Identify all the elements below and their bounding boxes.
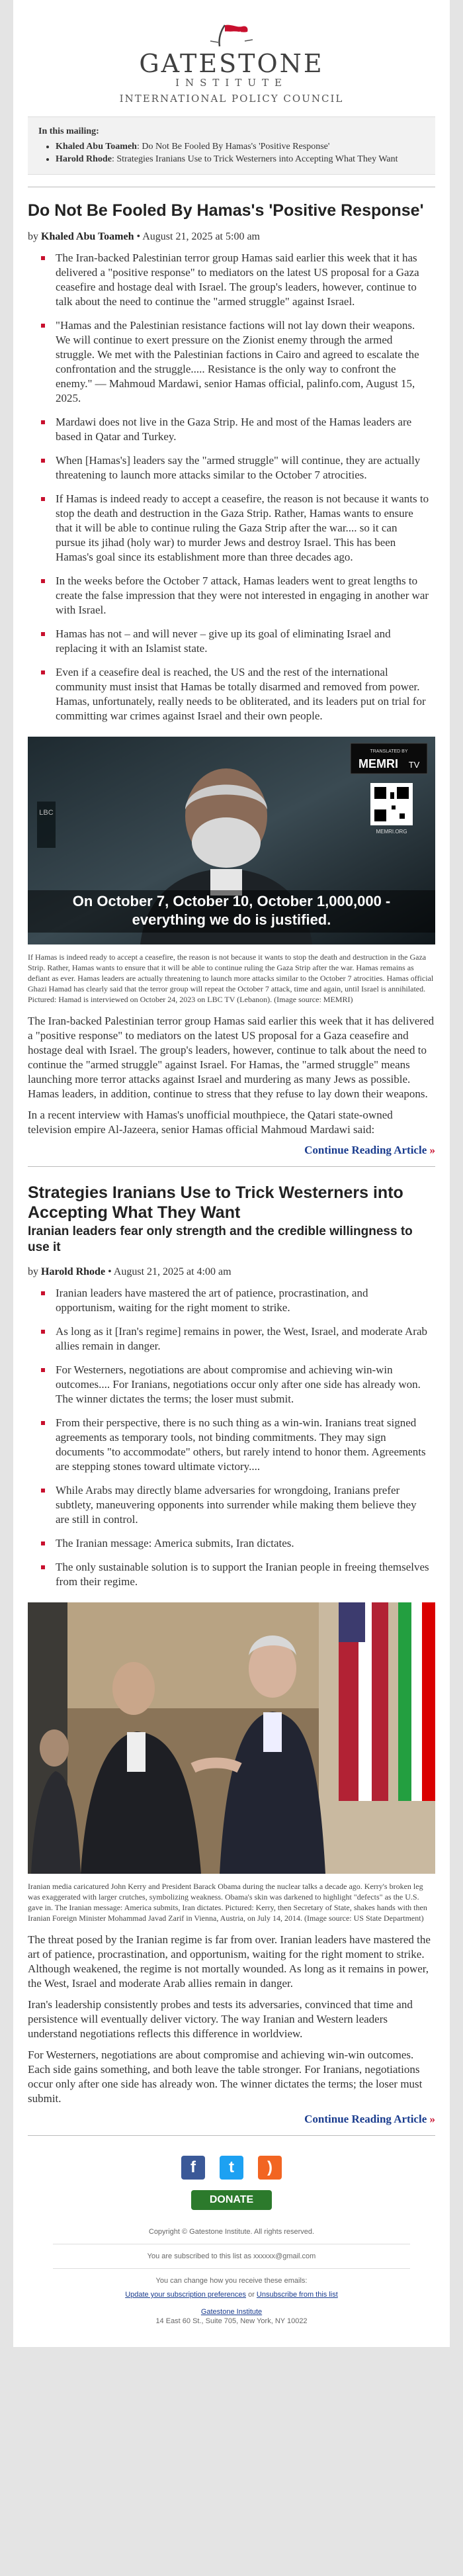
bullet-icon (41, 579, 45, 583)
key-point (38, 1536, 430, 1551)
bullet-icon (41, 670, 45, 674)
continue-reading-link[interactable] (28, 2113, 435, 2126)
subscription-note: You are subscribed to this list as xxxxxx@gmail.com (147, 2252, 316, 2260)
key-point (38, 251, 430, 309)
article-hamas (13, 187, 450, 1167)
article-paragraph: In a recent interview with Hamas's unofficial mouthpiece, the Qatari state-owned television empire Al-Jazeera, senior Hamas official Mahmoud Mardawi said: (28, 1109, 393, 1136)
key-point-text: Iranian leaders have mastered the art of patience, procrastination, and opportunism, waiting for the right moment to strike. (56, 1287, 368, 1314)
bullet-icon (41, 632, 45, 636)
key-point (38, 1483, 430, 1527)
bullet-icon (41, 1368, 45, 1372)
org-address: 14 East 60 St., Suite 705, New York, NY 10022 (155, 2317, 308, 2325)
divider (53, 2268, 410, 2269)
rss-icon[interactable]: ) (258, 2156, 282, 2180)
byline-author[interactable]: Khaled Abu Toameh (41, 231, 134, 242)
logo-institute: INSTITUTE (175, 77, 288, 89)
key-point-text: As long as it [Iran's regime] remains in power, the West, Israel, and moderate Arab allies remain in danger. (56, 1325, 427, 1352)
badge-top: TRANSLATED BY (370, 749, 408, 754)
key-point (38, 1560, 430, 1589)
divider (28, 2135, 435, 2136)
key-point-text: In the weeks before the October 7 attack, Hamas leaders went to great lengths to create the false impression that they were not interested in engaging in another war with Israel. (56, 575, 429, 616)
facebook-icon[interactable]: f (181, 2156, 205, 2180)
gatestone-logo[interactable] (13, 0, 450, 116)
key-point (38, 627, 430, 656)
unsubscribe-link[interactable]: Unsubscribe from this list (256, 2291, 338, 2299)
article-subtitle: Iranian leaders fear only strength and the credible willingness to use it (28, 1224, 413, 1254)
key-point-text: Mardawi does not live in the Gaza Strip. He and most of the Hamas leaders are based in Qatar and Turkey. (56, 416, 412, 443)
org-name-link[interactable]: Gatestone Institute (200, 2308, 263, 2316)
badge-tv: TV (408, 760, 420, 770)
continue-reading-label: Continue Reading Article (304, 1144, 427, 1156)
bullet-icon (41, 256, 45, 260)
image-caption: If Hamas is indeed ready to accept a ceasefire, the reason is not because it wants to stop the death and destruction in the Gaza Strip. Rather, Hamas wants to ensure that it will be able to continue ruling the Gaza Strip after the war. Hamas remains as defiant as ever. Hamas leaders are actually threatening to launch more attacks similar to the October 7 atrocities. Hamas official Ghazi Hamad has clearly said that the terror group will repeat the October 7 attack, time and again, until Israel is annihilated. Pictured: Hamad is interviewed on October 24, 2023 on LBC TV (Lebanon). (Image source: MEMRI) (28, 952, 434, 1004)
chevron-right-icon: » (429, 2113, 435, 2125)
donate-button[interactable]: DONATE (191, 2190, 272, 2210)
subscription-links (26, 2291, 437, 2299)
copyright: Copyright © Gatestone Institute. All rights reserved. (148, 2228, 315, 2236)
email-container (13, 0, 450, 2347)
article-image[interactable] (28, 737, 435, 948)
key-points-list (38, 1286, 430, 1589)
article-paragraph: Iran's leadership consistently probes and tests its adversaries, convinced that time and persistence will eventually deliver victory. The way Iranian and Western leaders understand negotiations reflects this difference in worldview. (28, 1998, 413, 2040)
bullet-icon (41, 420, 45, 424)
bullet-icon (41, 324, 45, 328)
key-point-text: Hamas has not – and will never – give up its goal of eliminating Israel and replacing it with an Islamist state. (56, 627, 391, 655)
bullet-icon (41, 1330, 45, 1334)
key-point-text: When [Hamas's] leaders say the "armed struggle" will continue, they are actually threatening to launch more attacks similar to the October 7 atrocities. (56, 454, 421, 481)
article-title[interactable]: Strategies Iranians Use to Trick Westerners into Accepting What They Want (28, 1183, 403, 1222)
key-point (38, 1286, 430, 1315)
divider (28, 1166, 435, 1167)
key-points-list (38, 251, 430, 723)
mailing-item-author: Khaled Abu Toameh (56, 142, 137, 152)
key-point-text: The only sustainable solution is to support the Iranian people in freeing themselves from their regime. (56, 1561, 429, 1588)
bullet-icon (41, 1489, 45, 1493)
social-links (13, 2139, 450, 2186)
logo-name: GATESTONE (139, 49, 324, 78)
byline-date: • August 21, 2025 at 4:00 am (108, 1266, 232, 1277)
key-point (38, 1416, 430, 1474)
or-text: or (246, 2291, 257, 2299)
chevron-right-icon: » (429, 1144, 435, 1156)
bullet-icon (41, 1291, 45, 1295)
mailing-item[interactable] (56, 141, 425, 152)
key-point-text: The Iran-backed Palestinian terror group Hamas said earlier this week that it has delivered a "positive response" to mediators on the latest US proposal for a Gaza ceasefire and hostage deal with Israel. The group's leaders, however, continue to talk about the need to continue the "armed struggle" against Israel. (56, 252, 419, 308)
article-iran (13, 1170, 450, 2136)
key-point (38, 492, 430, 565)
change-note: You can change how you receive these emails: (155, 2277, 308, 2285)
org-name-row (26, 2308, 437, 2316)
byline (28, 231, 435, 243)
badge-main: MEMRI (358, 757, 398, 770)
mailing-item[interactable] (56, 154, 425, 165)
mailing-item-title: : Do Not Be Fooled By Hamas's 'Positive Response' (136, 142, 330, 152)
continue-reading-link[interactable] (28, 1144, 435, 1157)
update-preferences-link[interactable]: Update your subscription preferences (125, 2291, 247, 2299)
article-title[interactable]: Do Not Be Fooled By Hamas's 'Positive Response' (28, 201, 424, 220)
qr-label: MEMRI.ORG (376, 829, 407, 835)
mailing-summary (28, 116, 435, 175)
memri-tv-still (28, 737, 435, 944)
key-point (38, 415, 430, 444)
bullet-icon (41, 1421, 45, 1425)
byline-by: by (28, 231, 38, 242)
key-point-text: Even if a ceasefire deal is reached, the US and the rest of the international community must insist that Hamas be totally disarmed and removed from power. Hamas, unfortunately, really needs to be obliterated, and its leaders put on trial for committing war crimes against Israel and their own people. (56, 666, 426, 722)
key-point (38, 574, 430, 618)
video-subtitle-line2: everything we do is justified. (132, 911, 331, 928)
video-subtitle-line1: On October 7, October 10, October 1,000,000 - (72, 893, 391, 909)
twitter-icon[interactable]: t (220, 2156, 243, 2180)
byline-date: • August 21, 2025 at 5:00 am (136, 231, 260, 242)
bullet-icon (41, 1541, 45, 1545)
key-point-text: The Iranian message: America submits, Iran dictates. (56, 1537, 294, 1549)
footer (13, 2219, 450, 2347)
key-point (38, 318, 430, 406)
key-point-text: For Westerners, negotiations are about compromise and achieving win-win outcomes.... For Iranians, negotiations occur only after one side has already won. The winner dictates the terms; the loser must submit. (56, 1363, 421, 1405)
key-point (38, 1363, 430, 1406)
byline (28, 1266, 435, 1278)
mailing-heading: In this mailing: (38, 126, 99, 136)
bullet-icon (41, 1565, 45, 1569)
bullet-icon (41, 497, 45, 501)
key-point-text: From their perspective, there is no such thing as a win-win. Iranians treat signed agreements as temporary tools, not binding commitments. They may sign documents "to accommodate" others, but rarely intend to honor them. Agreements are stepping stones toward ultimate victory.... (56, 1416, 426, 1473)
byline-by: by (28, 1266, 38, 1277)
donate-area (13, 2186, 450, 2219)
article-image[interactable] (28, 1602, 435, 1877)
bullet-icon (41, 459, 45, 463)
byline-author[interactable]: Harold Rhode (41, 1266, 106, 1277)
mailing-item-author: Harold Rhode (56, 154, 112, 164)
image-caption: Iranian media caricatured John Kerry and President Barack Obama during the nuclear talks a decade ago. Kerry's broken leg was exaggerated with larger crutches, symbolizing weakness. Obama's skin was darkened to highlight "defects" as the U.S. gave in. The Iranian message: America submits, Iran dictates. Pictured: Kerry, then Secretary of State, shakes hands with then Iranian Foreign Minister Mohammad Javad Zarif in Vienna, Austria, on July 14, 2014. (Image source: US State Department) (28, 1882, 427, 1923)
flag-icon (198, 23, 265, 49)
mailing-item-title: : Strategies Iranians Use to Trick Westerners into Accepting What They Want (111, 154, 398, 164)
logo-subtitle: INTERNATIONAL POLICY COUNCIL (119, 93, 344, 105)
article-paragraph: For Westerners, negotiations are about compromise and achieving win-win outcomes. Each side gains something, and both leave the table stronger. For Iranians, negotiations occur only after one side has already won. The winner dictates the terms; the loser must submit. (28, 2048, 423, 2105)
article-paragraph: The Iran-backed Palestinian terror group Hamas said earlier this week that it has delivered a "positive response" to mediators on the latest US proposal for a Gaza ceasefire and hostage deal with Israel. The group's leaders, however, continue to talk about the need to continue the "armed struggle" against Israel. For Hamas, the "armed struggle" means launching more terror attacks against Israel and murdering as many Jews as possible. Hamas leaders, in addition, continue to stress that they refuse to lay down their weapons. (28, 1015, 435, 1100)
key-point (38, 665, 430, 723)
kerry-zarif-photo (28, 1602, 435, 1874)
key-point-text: While Arabs may directly blame adversaries for wrongdoing, Iranians prefer subtlety, maneuvering opponents into surrender while making them believe they are still in control. (56, 1484, 417, 1526)
key-point (38, 1324, 430, 1354)
key-point (38, 453, 430, 483)
key-point-text: "Hamas and the Palestinian resistance factions will not lay down their weapons. We will continue to exert pressure on the Zionist enemy through the armed struggle. We met with the Palestinian factions in Cairo and agreed to escalate the confrontation and the struggle..... Resistance is the only way to confront the enemy." — Mahmoud Mardawi, senior Hamas official, palinfo.com, August 15, 2025. (56, 319, 419, 404)
article-paragraph: The threat posed by the Iranian regime is far from over. Iranian leaders have mastered the art of patience, procrastination, and opportunism, waiting for the right moment to strike. Although weakened, the regime is not mortally wounded. As long as it remains in power, the West, Israel and moderate Arab allies remain in danger. (28, 1933, 431, 1990)
key-point-text: If Hamas is indeed ready to accept a ceasefire, the reason is not because it wants to stop the death and destruction in the Gaza Strip. Rather, Hamas wants to ensure that it will be able to continue ruling the Gaza Strip after the war.... so it can pursue its jihad (holy war) to murder Jews and destroy Israel. This has been Hamas's goal since its establishment more than three decades ago. (56, 492, 429, 563)
continue-reading-label: Continue Reading Article (304, 2113, 427, 2125)
svg-text:LBC: LBC (39, 809, 54, 817)
